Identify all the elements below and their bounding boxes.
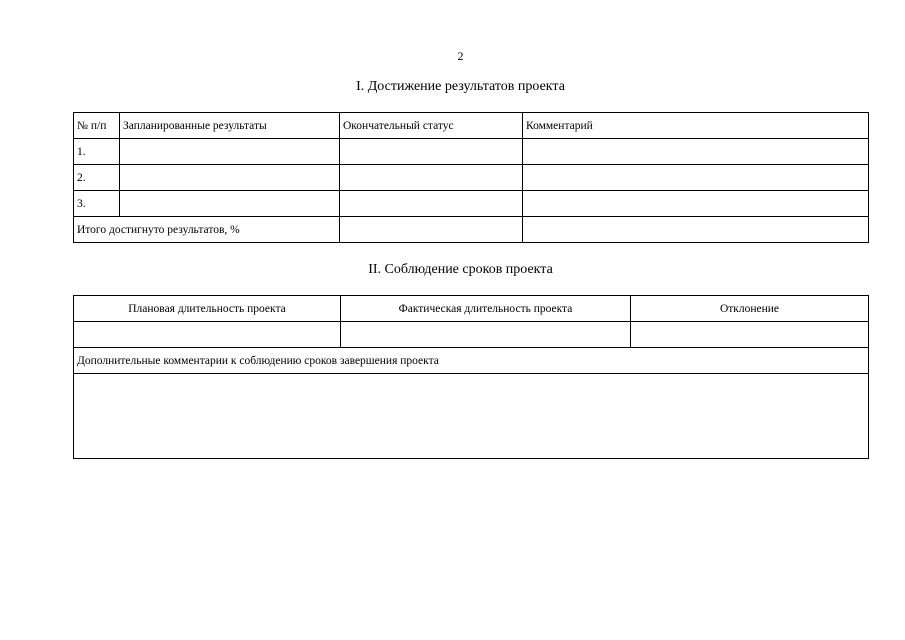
deviation-cell[interactable] <box>631 322 869 348</box>
table-header-row <box>74 296 869 322</box>
table-header-row <box>74 113 869 139</box>
comments-label-row <box>74 348 869 374</box>
total-label: Итого достигнуто результатов, % <box>74 217 340 243</box>
table-row <box>74 322 869 348</box>
planned-result-cell[interactable] <box>120 139 340 165</box>
additional-comments-field[interactable] <box>74 374 869 459</box>
row-number: 2. <box>74 165 120 191</box>
additional-comments-label: Дополнительные комментарии к соблюдению сроков завершения проекта <box>74 348 869 374</box>
row-number: 3. <box>74 191 120 217</box>
planned-duration-cell[interactable] <box>74 322 341 348</box>
column-header-planned-duration: Плановая длительность проекта <box>74 296 341 322</box>
section-title-results: I. Достижение результатов проекта <box>356 79 565 94</box>
comments-area-row <box>74 374 869 459</box>
comment-cell[interactable] <box>523 139 869 165</box>
total-status-cell[interactable] <box>340 217 523 243</box>
table-row <box>74 191 869 217</box>
final-status-cell[interactable] <box>340 191 523 217</box>
results-table <box>73 112 869 243</box>
total-comment-cell[interactable] <box>523 217 869 243</box>
table-row <box>74 165 869 191</box>
planned-result-cell[interactable] <box>120 165 340 191</box>
column-header-actual-duration: Фактическая длительность проекта <box>341 296 631 322</box>
total-row <box>74 217 869 243</box>
column-header-number: № п/п <box>74 113 120 139</box>
final-status-cell[interactable] <box>340 139 523 165</box>
comment-cell[interactable] <box>523 165 869 191</box>
comment-cell[interactable] <box>523 191 869 217</box>
column-header-final-status: Окончательный статус <box>340 113 523 139</box>
section-title-timing: II. Соблюдение сроков проекта <box>368 262 553 277</box>
column-header-comment: Комментарий <box>523 113 869 139</box>
actual-duration-cell[interactable] <box>341 322 631 348</box>
column-header-planned-results: Запланированные результаты <box>120 113 340 139</box>
table-row <box>74 139 869 165</box>
column-header-deviation: Отклонение <box>631 296 869 322</box>
planned-result-cell[interactable] <box>120 191 340 217</box>
page-number: 2 <box>457 49 464 63</box>
timing-table <box>73 295 869 459</box>
row-number: 1. <box>74 139 120 165</box>
final-status-cell[interactable] <box>340 165 523 191</box>
